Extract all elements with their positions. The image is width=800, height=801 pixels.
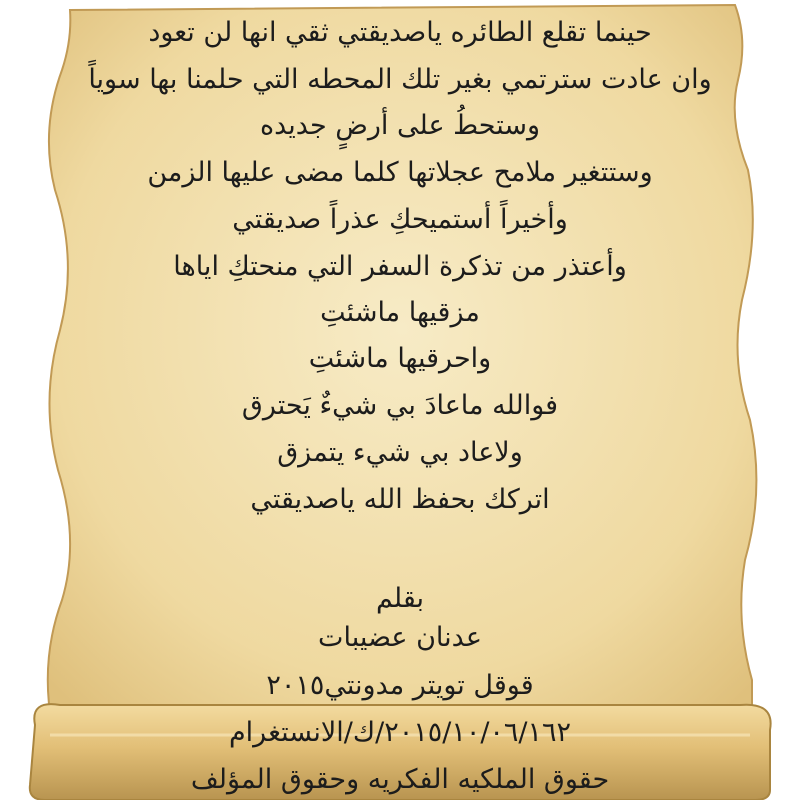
poem-line-11: اتركك بحفظ الله ياصديقتي bbox=[250, 484, 550, 515]
signature-by: بقلم bbox=[375, 583, 425, 614]
poem-line-9: فوالله ماعادَ بي شيءٌ يَحترق bbox=[241, 390, 559, 421]
signature-platforms: قوقل تويتر مدونتي٢٠١٥ bbox=[266, 670, 534, 701]
poem-line-10: ولاعاد بي شيء يتمزق bbox=[277, 437, 523, 468]
poem-line-1: حينما تقلع الطائره ياصديقتي ثقي انها لن تعود bbox=[148, 17, 652, 48]
poem-line-7: مزقيها ماشئتِ bbox=[320, 297, 480, 328]
poem-line-8: واحرقيها ماشئتِ bbox=[308, 343, 492, 374]
signature-author: عدنان عضيبات bbox=[318, 622, 482, 653]
poem-line-4: وستتغير ملامح عجلاتها كلما مضى عليها الزمن bbox=[147, 157, 653, 188]
poem-line-5: وأخيراً أستميحكِ عذراً صديقتي bbox=[232, 204, 568, 235]
signature-date: ٢٠١٥/١٠/٠٦/١٦٢/ك/الانستغرام bbox=[228, 717, 572, 748]
copyright-notice: حقوق الملكيه الفكريه وحقوق المؤلف bbox=[190, 764, 610, 795]
poem-line-3: وستحطُ على أرضٍ جديده bbox=[259, 110, 541, 141]
poem-line-2: وان عادت سترتمي بغير تلك المحطه التي حلمنا بها سوياً bbox=[88, 64, 712, 95]
poem-line-6: وأعتذر من تذكرة السفر التي منحتكِ اياها bbox=[173, 251, 627, 282]
